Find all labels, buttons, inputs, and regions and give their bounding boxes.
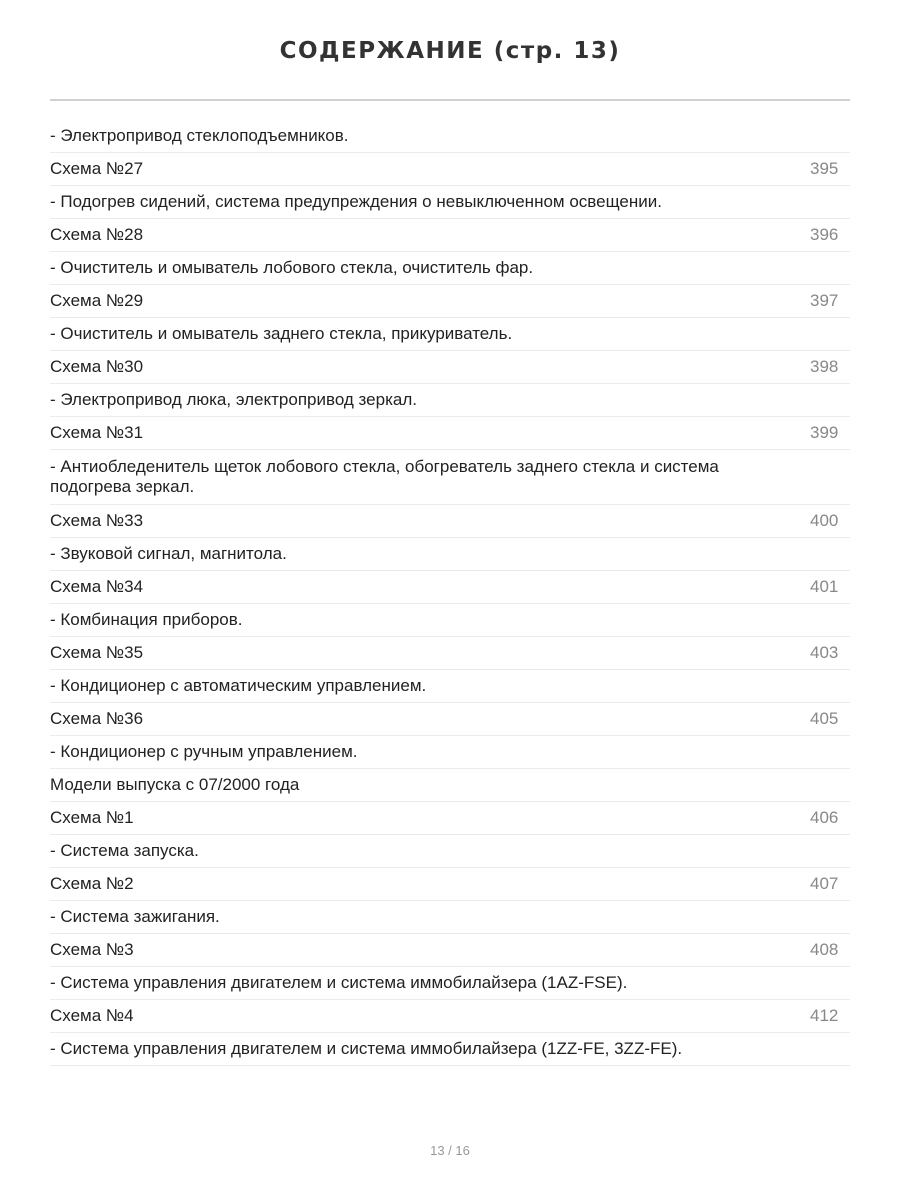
toc-entry-text: Схема №31 [50, 423, 144, 442]
page-indicator: 13 / 16 [430, 1143, 470, 1158]
toc-row [50, 901, 850, 934]
toc-entry-text: Схема №28 [50, 225, 144, 244]
toc-row [50, 285, 850, 318]
toc-page-number: 406 [810, 808, 839, 827]
toc-entry-text: Схема №30 [50, 357, 144, 376]
toc-entry-text: - Система запуска. [50, 841, 199, 860]
toc-row [50, 670, 850, 703]
toc-entry-text: - Система зажигания. [50, 907, 220, 926]
title-divider [50, 99, 850, 101]
toc-row [50, 505, 850, 538]
toc-row [50, 318, 850, 351]
toc-row [50, 967, 850, 1000]
toc-row [50, 604, 850, 637]
toc-row [50, 934, 850, 967]
toc-row [50, 219, 850, 252]
toc-entry-text: - Очиститель и омыватель заднего стекла, прикуриватель. [50, 324, 513, 343]
toc-entry-text: - Очиститель и омыватель лобового стекла, очиститель фар. [50, 258, 534, 277]
toc-row [50, 153, 850, 186]
toc-entry-text: - Подогрев сидений, система предупреждения о невыключенном освещении. [50, 192, 662, 211]
toc-entry-text: Схема №34 [50, 577, 144, 596]
toc-entry-text: Схема №1 [50, 808, 134, 827]
toc-row [50, 186, 850, 219]
toc-entry-text: - Антиобледенитель щеток лобового стекла, обогреватель заднего стекла и система подогрева зеркал. [50, 457, 719, 496]
table-of-contents [50, 120, 850, 1066]
toc-row [50, 1000, 850, 1033]
toc-entry-text: Схема №29 [50, 291, 144, 310]
toc-page-number: 405 [810, 709, 839, 728]
toc-row [50, 571, 850, 604]
toc-row [50, 637, 850, 670]
toc-page-number: 407 [810, 874, 839, 893]
toc-row [50, 384, 850, 417]
toc-page-number: 403 [810, 643, 839, 662]
toc-entry-text: - Кондиционер с автоматическим управлением. [50, 676, 427, 695]
toc-page-number: 401 [810, 577, 839, 596]
toc-page-number: 400 [810, 511, 839, 530]
toc-row [50, 252, 850, 285]
toc-row [50, 802, 850, 835]
toc-entry-text: Схема №35 [50, 643, 144, 662]
toc-page-number: 397 [810, 291, 839, 310]
page-title: СОДЕРЖАНИЕ (стр. 13) [279, 38, 621, 64]
toc-entry-text: - Система управления двигателем и система иммобилайзера (1AZ-FSE). [50, 973, 628, 992]
toc-entry-text: Схема №33 [50, 511, 144, 530]
toc-row [50, 417, 850, 450]
toc-section-heading [50, 769, 850, 802]
toc-page-number: 396 [810, 225, 839, 244]
toc-entry-text: Модели выпуска с 07/2000 года [50, 775, 300, 794]
toc-page-number: 412 [810, 1006, 839, 1025]
toc-page-number: 408 [810, 940, 839, 959]
toc-row [50, 835, 850, 868]
toc-entry-text: Схема №2 [50, 874, 134, 893]
toc-row [50, 120, 850, 153]
toc-row [50, 351, 850, 384]
toc-page-number: 398 [810, 357, 839, 376]
toc-entry-text: - Кондиционер с ручным управлением. [50, 742, 358, 761]
toc-row [50, 450, 850, 505]
toc-entry-text: Схема №36 [50, 709, 144, 728]
toc-row [50, 868, 850, 901]
toc-row [50, 538, 850, 571]
toc-entry-text: - Электропривод стеклоподъемников. [50, 126, 349, 145]
toc-entry-text: Схема №3 [50, 940, 134, 959]
toc-row [50, 736, 850, 769]
toc-entry-text: - Комбинация приборов. [50, 610, 243, 629]
toc-entry-text: - Система управления двигателем и система иммобилайзера (1ZZ-FE, 3ZZ-FE). [50, 1039, 683, 1058]
toc-entry-text: - Электропривод люка, электропривод зеркал. [50, 390, 417, 409]
toc-page-number: 399 [810, 423, 839, 442]
toc-row [50, 1033, 850, 1066]
toc-entry-text: - Звуковой сигнал, магнитола. [50, 544, 287, 563]
toc-row [50, 703, 850, 736]
toc-page-number: 395 [810, 159, 839, 178]
toc-entry-text: Схема №4 [50, 1006, 134, 1025]
toc-entry-text: Схема №27 [50, 159, 144, 178]
